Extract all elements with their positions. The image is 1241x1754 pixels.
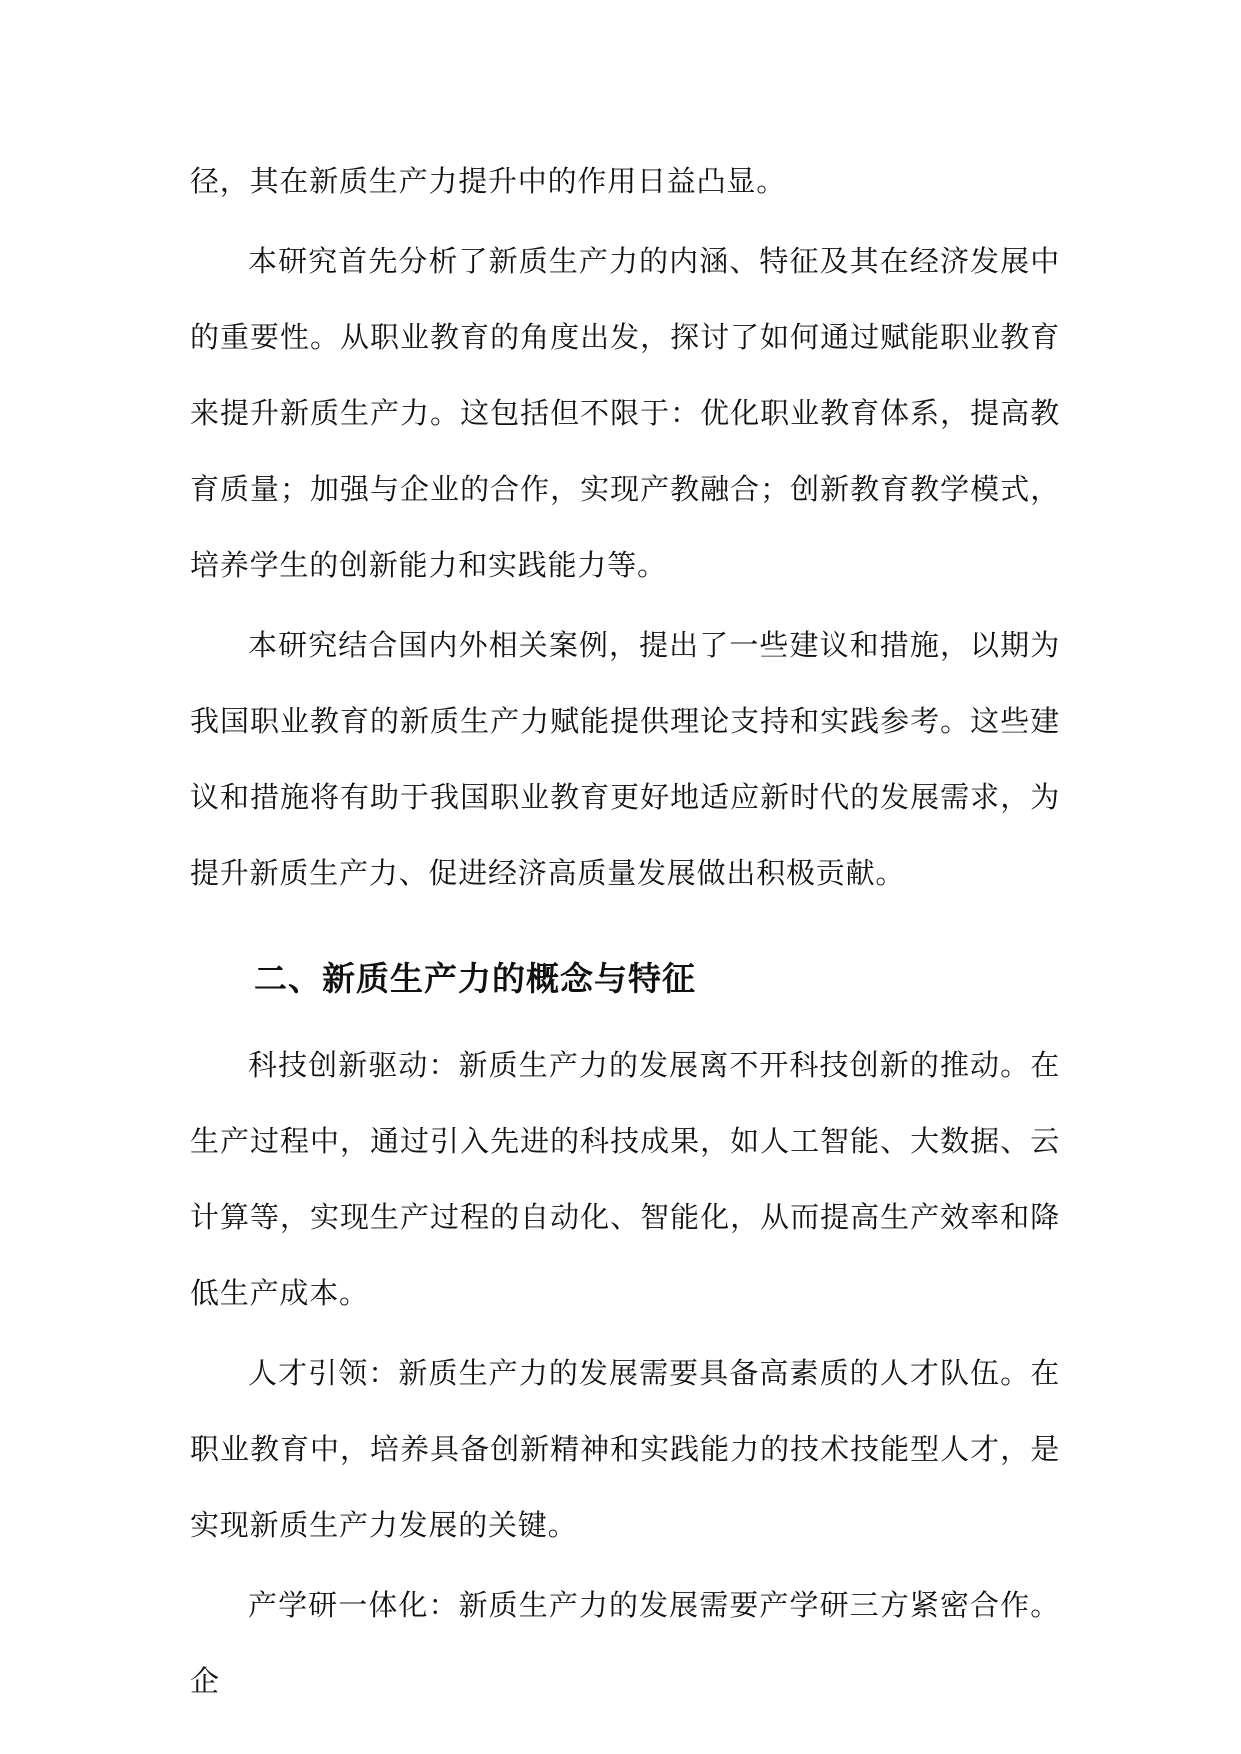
industry-academia-paragraph: 产学研一体化：新质生产力的发展需要产学研三方紧密合作。企 [190,1588,1060,1698]
research-recommendation-paragraph: 本研究结合国内外相关案例，提出了一些建议和措施，以期为我国职业教育的新质生产力赋能提供理论支持和实践参考。这些建议和措施将有助于我国职业教育更好地适应新时代的发展需求，为提升新质生产力、促进经济高质量发展做出积极贡献。 [190,628,1060,890]
tech-innovation-paragraph: 科技创新驱动：新质生产力的发展离不开科技创新的推动。在生产过程中，通过引入先进的科技成果，如人工智能、大数据、云计算等，实现生产过程的自动化、智能化，从而提高生产效率和降低生产成本。 [190,1048,1060,1310]
document-body [190,143,1060,1723]
continuation-paragraph: 径，其在新质生产力提升中的作用日益凸显。 [190,164,787,198]
section-heading: 二、新质生产力的概念与特征 [254,959,696,998]
research-analysis-paragraph: 本研究首先分析了新质生产力的内涵、特征及其在经济发展中的重要性。从职业教育的角度出发，探讨了如何通过赋能职业教育来提升新质生产力。这包括但不限于：优化职业教育体系，提高教育质量；加强与企业的合作，实现产教融合；创新教育教学模式，培养学生的创新能力和实践能力等。 [190,244,1060,582]
talent-leadership-paragraph: 人才引领：新质生产力的发展需要具备高素质的人才队伍。在职业教育中，培养具备创新精神和实践能力的技术技能型人才，是实现新质生产力发展的关键。 [190,1356,1060,1542]
